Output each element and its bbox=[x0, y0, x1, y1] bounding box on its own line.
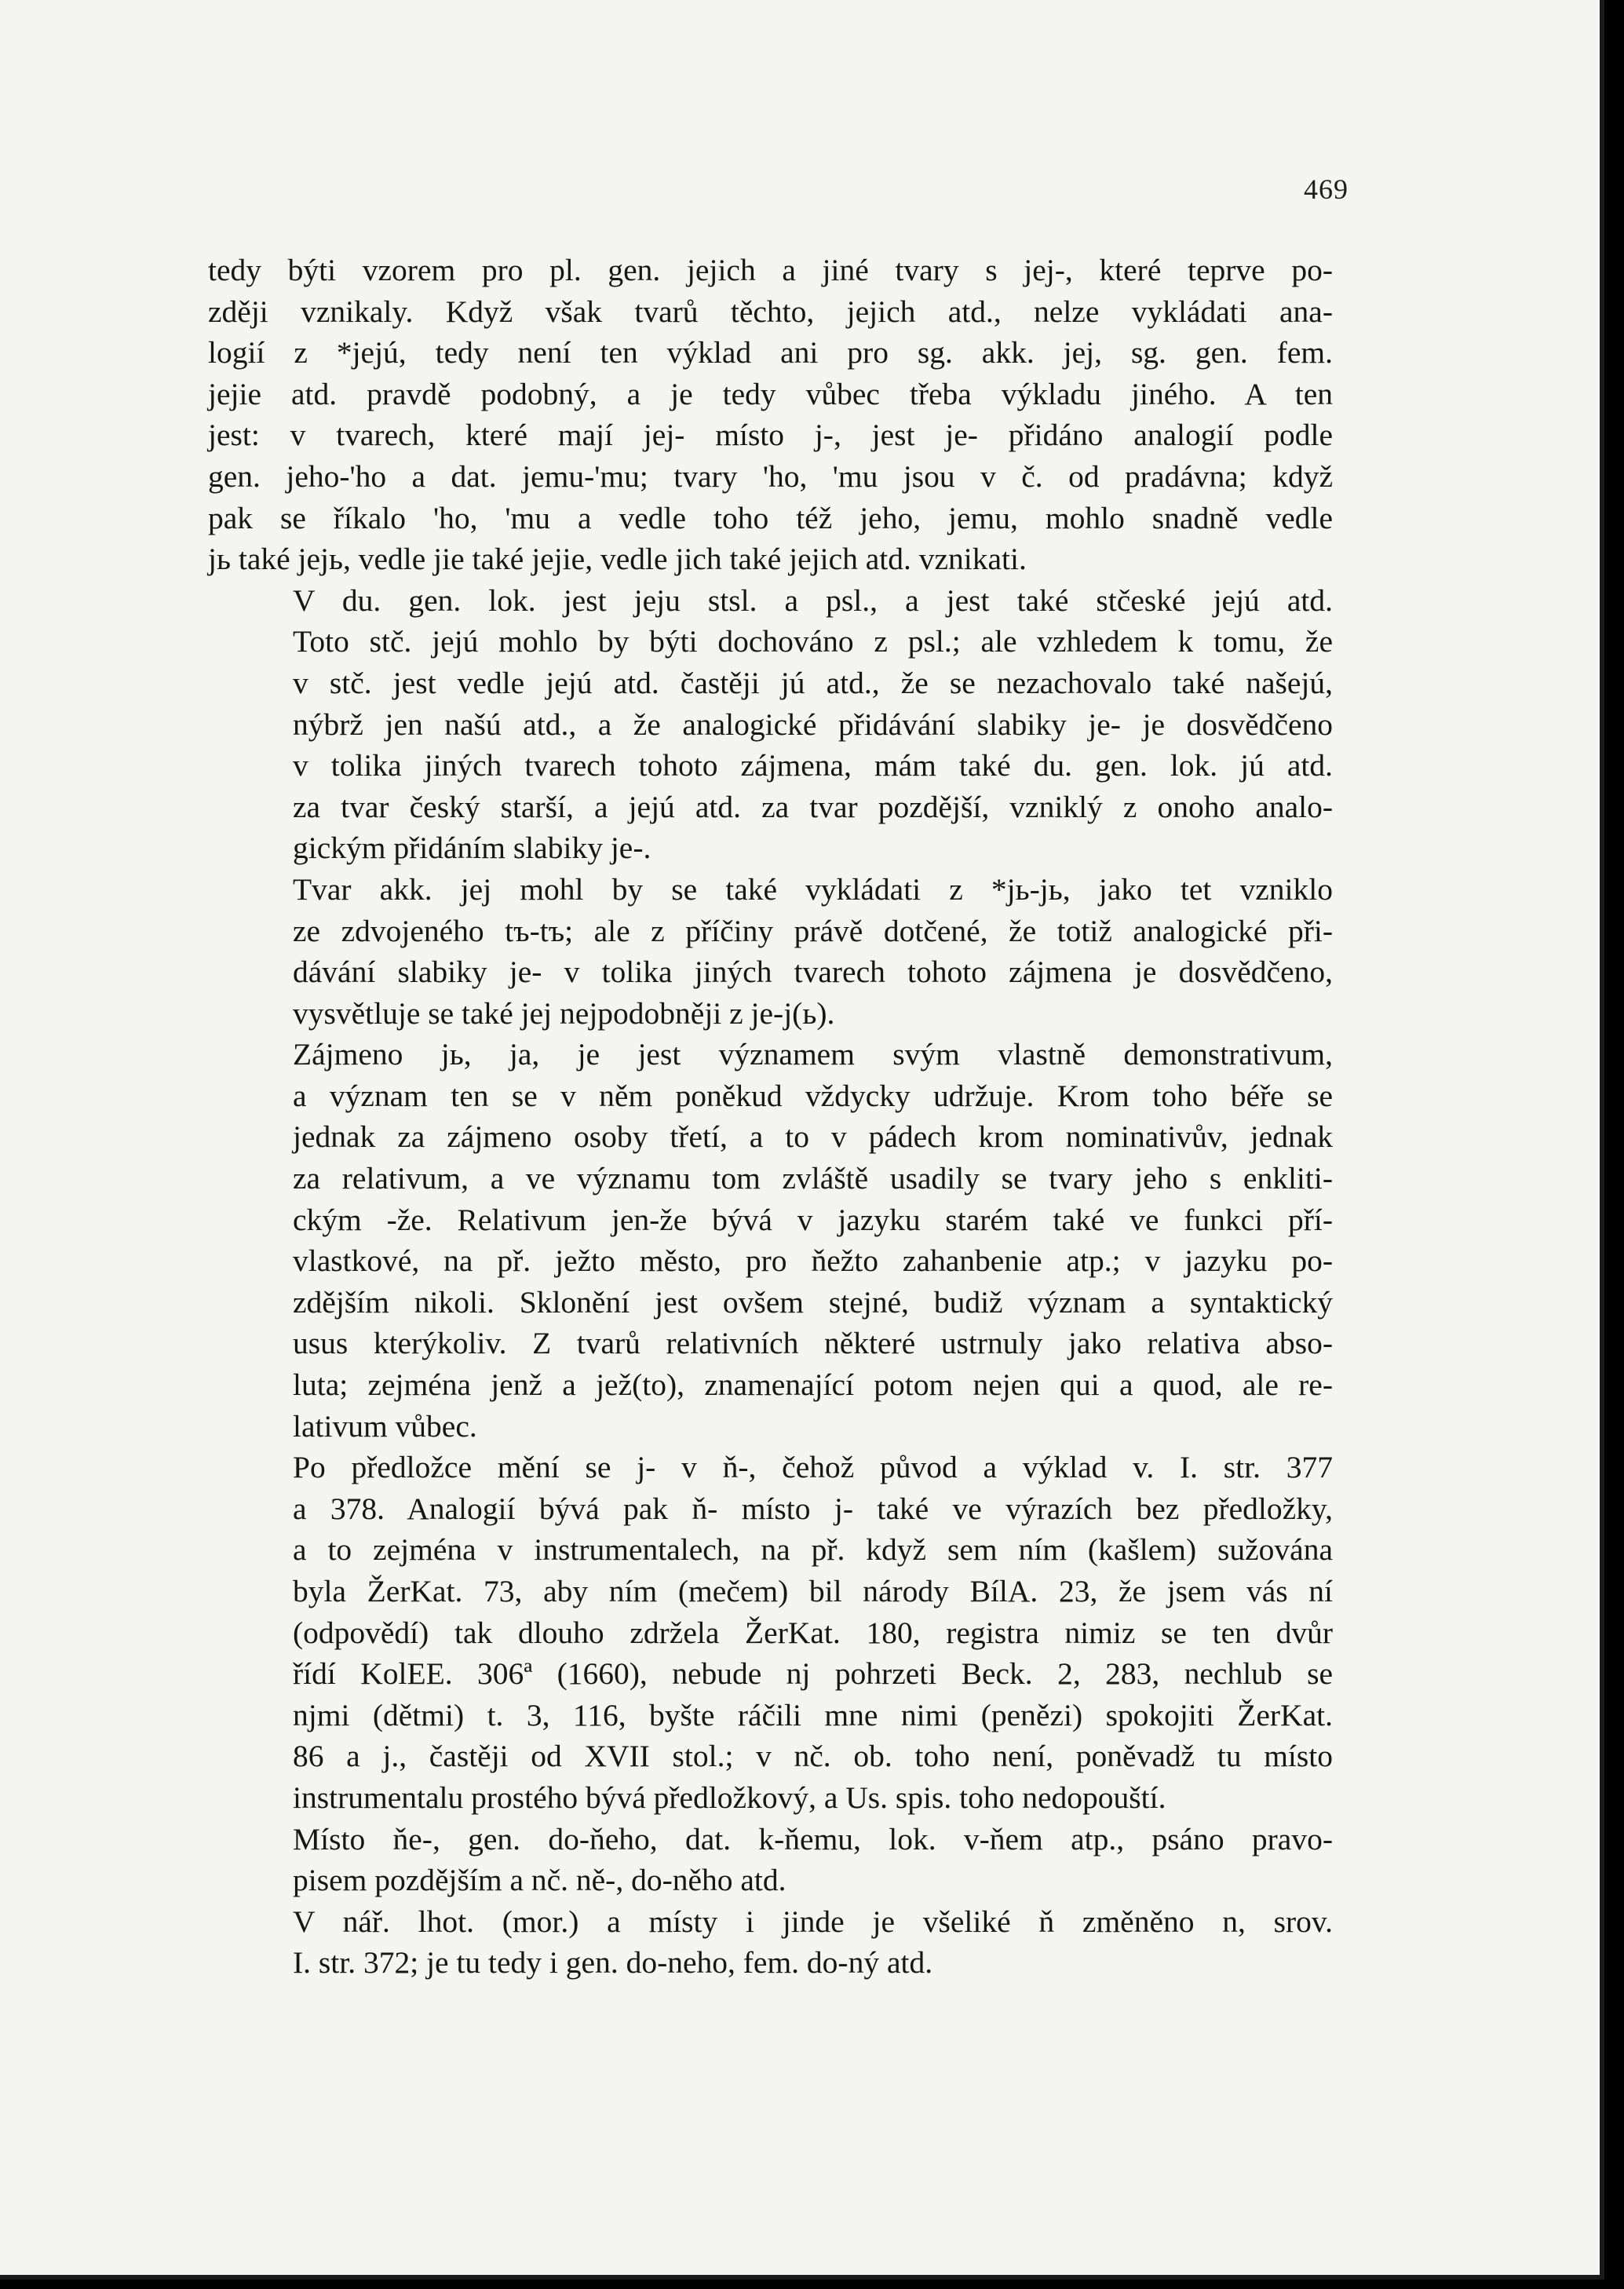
text-line: dávání slabiky je- v tolika jiných tvarech tohoto zájmena je dosvědčeno, bbox=[293, 955, 1333, 990]
text-line: luta; zejména jenž a jež(to), znamenající potom nejen qui a quod, ale re- bbox=[293, 1367, 1333, 1403]
text-line: a význam ten se v něm poněkud vždycky udržuje. Krom toho béře se bbox=[293, 1078, 1333, 1113]
text-line: ze zdvojeného tъ-tъ; ale z příčiny právě dotčené, že totiž analogické při- bbox=[293, 913, 1333, 948]
text-line: a 378. Analogií bývá pak ň- místo j- také ve výrazích bez předložky, bbox=[293, 1491, 1333, 1526]
text-line: řídí KolEE. 306ª (1660), nebude nj pohrzeti Beck. 2, 283, nechlub se bbox=[293, 1656, 1333, 1692]
text-line: 86 a j., častěji od XVII stol.; v nč. ob. toho není, poněvadž tu místo bbox=[293, 1739, 1333, 1774]
text-line: jednak za zájmeno osoby třetí, a to v pádech krom nominativův, jednak bbox=[293, 1119, 1333, 1155]
text-line: V du. gen. lok. jest jeju stsl. a psl., a jest také stčeské jejú atd. bbox=[293, 582, 1333, 618]
page-number: 469 bbox=[1304, 173, 1348, 205]
text-line: Tvar akk. jej mohl by se také vykládati z *jь-jь, jako tet vzniklo bbox=[293, 871, 1333, 907]
text-line: gen. jeho-'ho a dat. jemu-'mu; tvary 'ho, 'mu jsou v č. od pradávna; když bbox=[208, 458, 1333, 494]
text-line: za tvar český starší, a jejú atd. za tvar pozdější, vzniklý z onoho analo- bbox=[293, 789, 1333, 824]
text-line: zdějším nikoli. Sklonění jest ovšem stejné, budiž význam a syntaktický bbox=[293, 1284, 1333, 1320]
paragraph bbox=[208, 869, 1333, 1034]
paragraph bbox=[208, 1901, 1333, 1984]
paragraph bbox=[208, 580, 1333, 869]
text-line: logií z *jejú, tedy není ten výklad ani pro sg. akk. jej, sg. gen. fem. bbox=[208, 335, 1333, 371]
text-line: jest: v tvarech, které mají jej- místo j-, jest je- přidáno analogií podle bbox=[208, 418, 1333, 453]
text-line: pisem pozdějším a nč. ně-, do-něho atd. bbox=[293, 1863, 786, 1898]
text-line: vlastkové, na př. ježto město, pro ňežto zahanbenie atp.; v jazyku po- bbox=[293, 1243, 1333, 1279]
text-line: jь také jejь, vedle jie také jejie, vedle jich také jejich atd. vznikati. bbox=[208, 542, 1027, 577]
paragraph bbox=[208, 250, 1333, 580]
text-line: V nář. lhot. (mor.) a místy i jinde je všeliké ň změněno n, srov. bbox=[293, 1904, 1333, 1939]
paragraph bbox=[208, 1819, 1333, 1901]
text-line: instrumentalu prostého bývá předložkový, a Us. spis. toho nedopouští. bbox=[293, 1780, 1166, 1815]
text-line: Místo ňe-, gen. do-ňeho, dat. k-ňemu, lok. v-ňem atp., psáno pravo- bbox=[293, 1821, 1333, 1856]
text-line: vysvětluje se také jej nejpodobněji z je-j(ь). bbox=[293, 995, 835, 1031]
text-line: zději vznikaly. Když však tvarů těchto, jejich atd., nelze vykládati ana- bbox=[208, 294, 1333, 329]
text-line: (odpovědí) tak dlouho zdržela ŽerKat. 180, registra nimiz se ten dvůr bbox=[293, 1615, 1333, 1650]
text-body bbox=[208, 250, 1333, 1984]
text-line: v tolika jiných tvarech tohoto zájmena, mám také du. gen. lok. jú atd. bbox=[293, 748, 1333, 783]
text-line: njmi (dětmi) t. 3, 116, byšte ráčili mne nimi (penězi) spokojiti ŽerKat. bbox=[293, 1697, 1333, 1732]
text-line: Toto stč. jejú mohlo by býti dochováno z psl.; ale vzhledem k tomu, že bbox=[293, 624, 1333, 659]
text-line: tedy býti vzorem pro pl. gen. jejich a jiné tvary s jej-, které teprve po- bbox=[208, 253, 1333, 287]
text-line: za relativum, a ve významu tom zvláště usadily se tvary jeho s enkliti- bbox=[293, 1161, 1333, 1196]
text-line: Po předložce mění se j- v ň-, čehož původ a výklad v. I. str. 377 bbox=[293, 1450, 1333, 1485]
text-line: ckým -že. Relativum jen-že bývá v jazyku starém také ve funkci pří- bbox=[293, 1202, 1333, 1237]
text-line: a to zejména v instrumentalech, na př. když sem ním (kašlem) sužována bbox=[293, 1532, 1333, 1568]
text-line: Zájmeno jь, ja, je jest významem svým vlastně demonstrativum, bbox=[293, 1037, 1333, 1072]
paragraph bbox=[208, 1034, 1333, 1447]
paragraph bbox=[208, 1447, 1333, 1818]
text-line: gickým přidáním slabiky je-. bbox=[293, 831, 651, 866]
text-line: jejie atd. pravdě podobný, a je tedy vůbec třeba výkladu jiného. A ten bbox=[208, 376, 1333, 411]
text-line: pak se říkalo 'ho, 'mu a vedle toho též jeho, jemu, mohlo snadně vedle bbox=[208, 500, 1333, 535]
text-line: nýbrž jen našú atd., a že analogické přidávání slabiky je- je dosvědčeno bbox=[293, 706, 1333, 742]
text-line: v stč. jest vedle jejú atd. častěji jú atd., že se nezachovalo také našejú, bbox=[293, 665, 1333, 700]
text-line: byla ŽerKat. 73, aby ním (mečem) bil národy BílA. 23, že jsem vás ní bbox=[293, 1574, 1333, 1608]
text-line: usus kterýkoliv. Z tvarů relativních některé ustrnuly jako relativa abso- bbox=[293, 1326, 1333, 1361]
text-line: lativum vůbec. bbox=[293, 1408, 477, 1444]
text-line: I. str. 372; je tu tedy i gen. do-neho, fem. do-ný atd. bbox=[293, 1945, 933, 1981]
